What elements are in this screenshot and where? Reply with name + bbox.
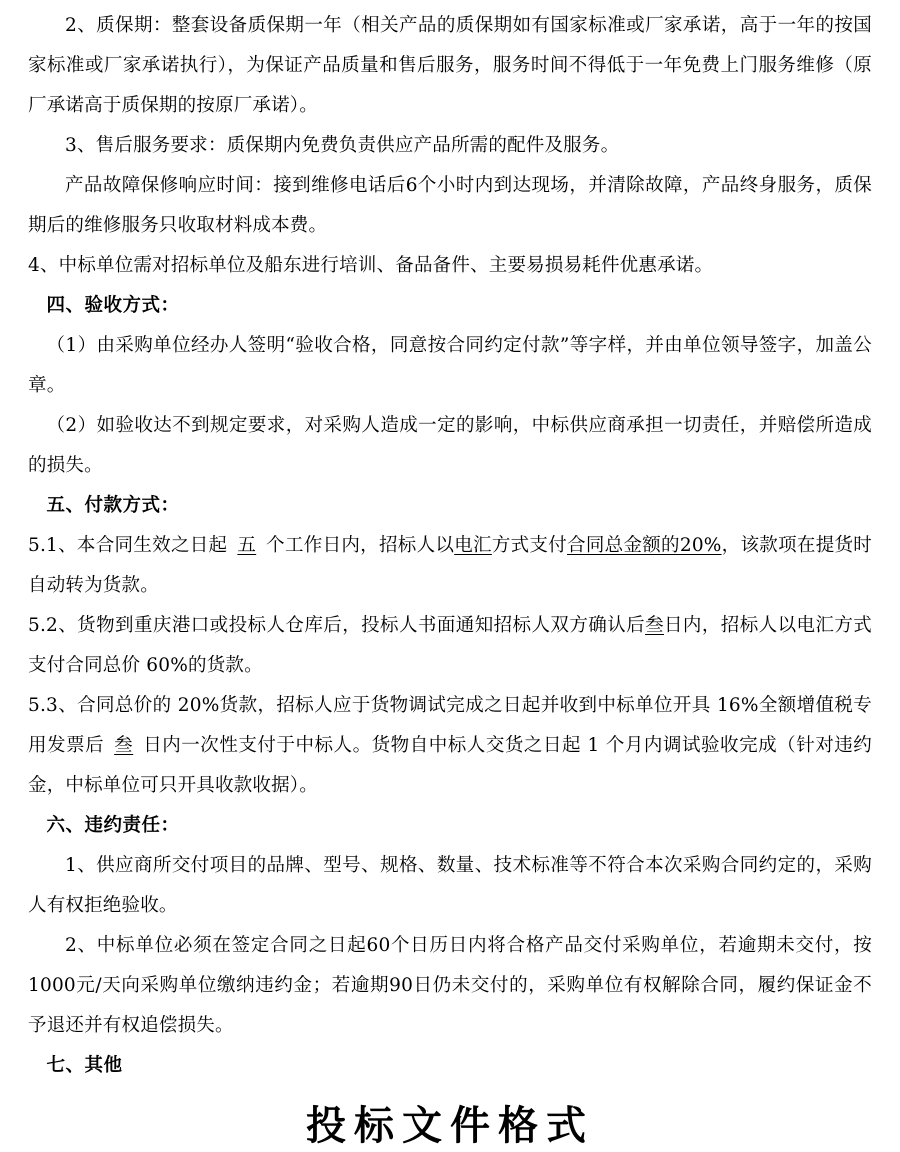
section-heading: 四、验收方式： [46, 295, 180, 316]
paragraph: 4、中标单位需对招标单位及船东进行培训、备品备件、主要易损易耗件优惠承诺。 [28, 255, 714, 276]
paragraph: 产品故障保修响应时间：接到维修电话后6个小时内到达现场，并清除故障，产品终身服务，质保期后的维修服务只收取材料成本费。 [28, 175, 872, 236]
paragraph: 2、中标单位必须在签定合同之日起60个日历日内将合格产品交付采购单位，若逾期未交付，按1000元/天向采购单位缴纳违约金；若逾期90日仍未交付的，采购单位有权解除合同，履约保证金不予退还并有权追偿损失。 [28, 935, 872, 1036]
document-title-block [28, 1100, 872, 1152]
paragraph: （2）如验收达不到规定要求，对采购人造成一定的影响，中标供应商承担一切责任，并赔偿所造成的损失。 [28, 415, 872, 476]
underlined-text-run: 叁 [645, 615, 664, 636]
text-run: 5.2、货物到重庆港口或投标人仓库后，投标人书面通知招标人双方确认后 [28, 615, 646, 636]
paragraph: 3、售后服务要求：质保期内免费负责供应产品所需的配件及服务。 [65, 135, 620, 156]
document-body [28, 6, 872, 1086]
paragraph [28, 686, 872, 806]
text-run: ，该款项在提货时自动转为货款。 [28, 535, 872, 596]
text-run: 个工作日内，招标人以 [266, 535, 455, 556]
underlined-text-run: 五 [237, 535, 257, 556]
text-run: 日内，招标人以电汇方式支付合同总价 60%的货款。 [28, 615, 872, 676]
text-run: 方式支付 [491, 535, 568, 556]
underlined-text-run: 叁 [114, 735, 134, 756]
underlined-text-run: 合同总金额的20% [567, 535, 722, 556]
text-run: 5.1、本合同生效之日起 [28, 535, 228, 556]
text-run: 日内一次性支付于中标人。货物自中标人交货之日起 1 个月内调试验收完成（针对违约金，中标单位可只开具收款收据）。 [28, 735, 872, 796]
underlined-text-run: 电汇 [454, 535, 492, 556]
paragraph: （1）由采购单位经办人签明“验收合格，同意按合同约定付款”等字样，并由单位领导签字，加盖公章。 [28, 335, 872, 396]
section-heading: 五、付款方式： [46, 495, 180, 516]
paragraph: 2、质保期：整套设备质保期一年（相关产品的质保期如有国家标准或厂家承诺，高于一年的按国家标准或厂家承诺执行），为保证产品质量和售后服务，服务时间不得低于一年免费上门服务维修（原厂承诺高于质保期的按原厂承诺）。 [28, 15, 872, 116]
paragraph: 1、供应商所交付项目的品牌、型号、规格、数量、技术标准等不符合本次采购合同约定的，采购人有权拒绝验收。 [28, 855, 872, 916]
text-run: 5.3、合同总价的 20%货款，招标人应于货物调试完成之日起并收到中标单位开具 16%全额增值税专用发票后 [28, 695, 872, 756]
paragraph [28, 606, 872, 686]
section-heading: 六、违约责任： [46, 815, 180, 836]
section-heading: 七、其他 [46, 1055, 123, 1076]
paragraph [28, 526, 872, 606]
page-title: 投标文件格式 [306, 1102, 594, 1149]
